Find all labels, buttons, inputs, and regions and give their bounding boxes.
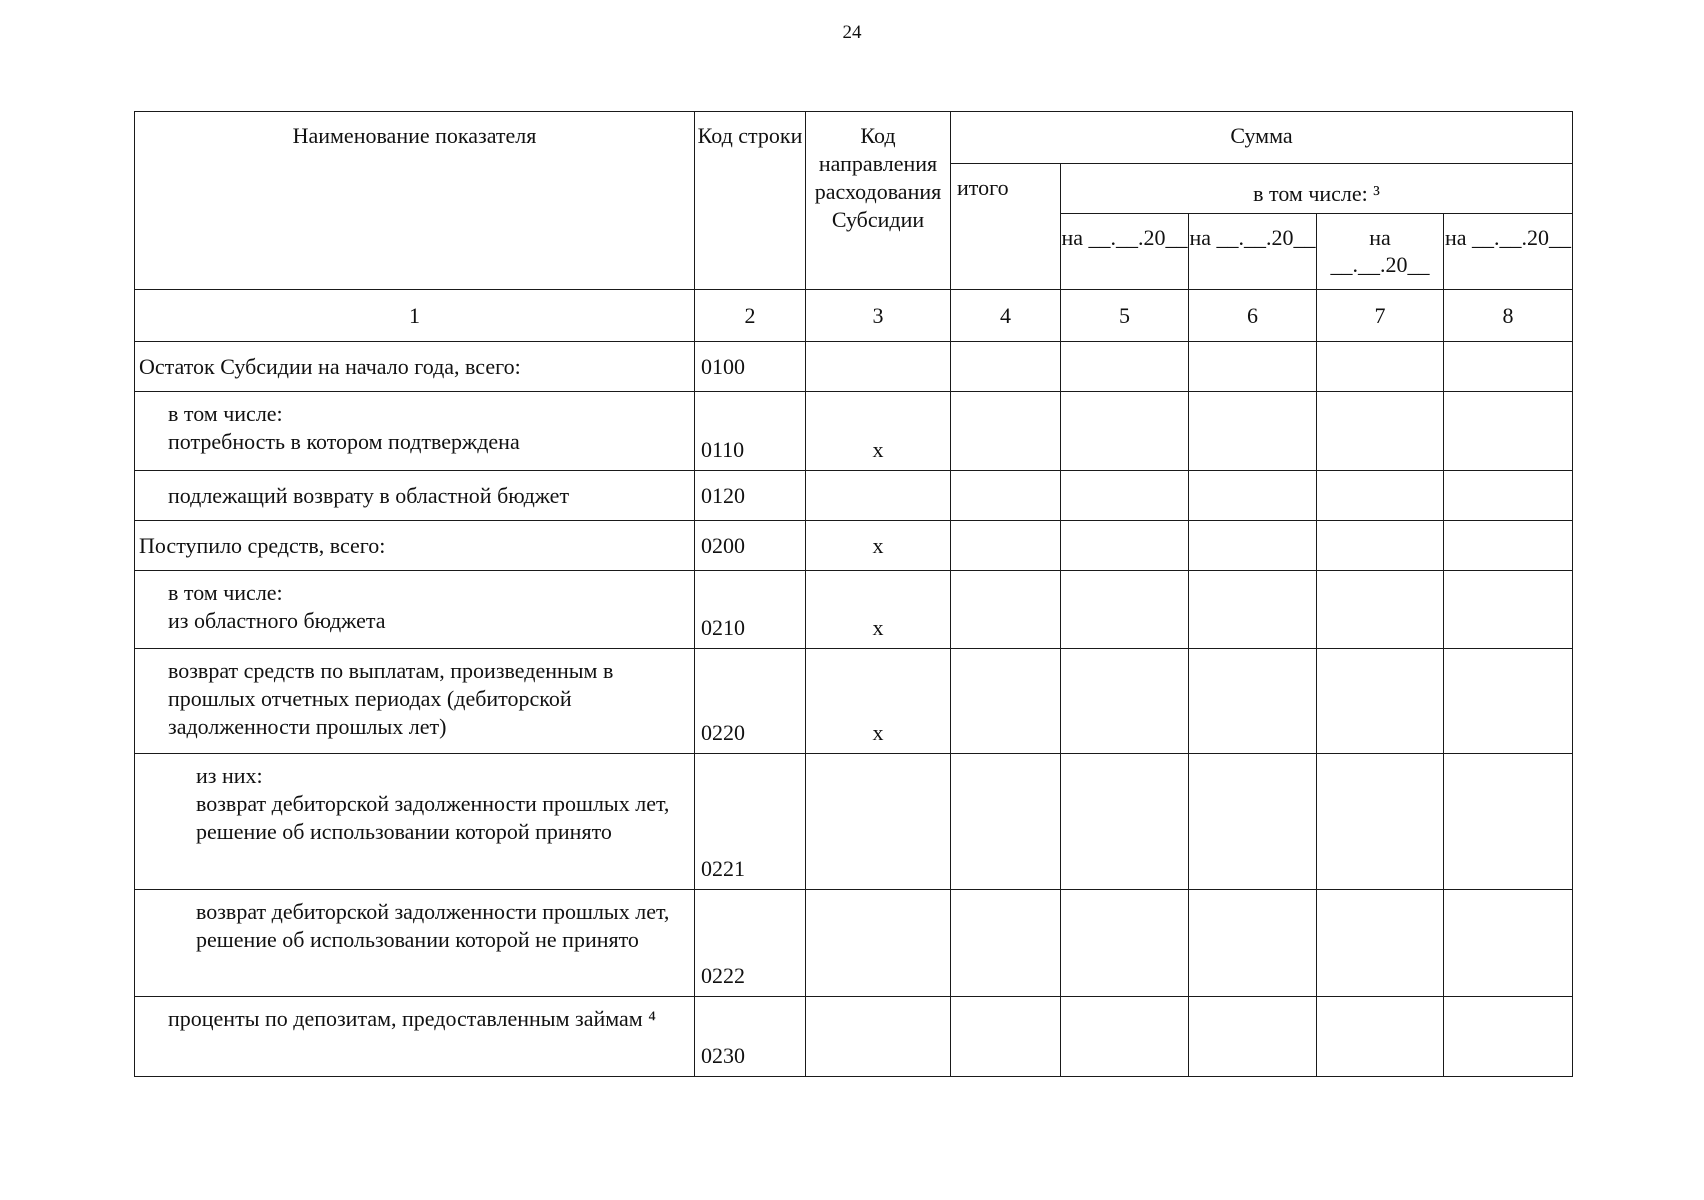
row-code: 0120 [695, 471, 806, 521]
value-cell [1061, 392, 1189, 471]
value-cell [1061, 571, 1189, 649]
subsidy-report-table [134, 111, 1573, 1077]
value-cell [951, 649, 1061, 754]
value-cell [951, 754, 1061, 890]
table-row [135, 471, 1573, 521]
value-cell [1444, 997, 1573, 1077]
value-cell [1061, 342, 1189, 392]
row-direction-code [806, 997, 951, 1077]
value-cell [1317, 521, 1444, 571]
row-direction-code: x [806, 521, 951, 571]
value-cell [1189, 649, 1317, 754]
header-period-3: на __.__.20__ [1317, 214, 1444, 290]
row-direction-code: x [806, 649, 951, 754]
column-number: 2 [695, 290, 806, 342]
row-code: 0222 [695, 890, 806, 997]
row-code: 0100 [695, 342, 806, 392]
value-cell [1444, 392, 1573, 471]
value-cell [951, 890, 1061, 997]
column-number: 3 [806, 290, 951, 342]
value-cell [1189, 521, 1317, 571]
value-cell [1189, 754, 1317, 890]
value-cell [951, 571, 1061, 649]
table-row [135, 649, 1573, 754]
row-code: 0221 [695, 754, 806, 890]
column-number-row [135, 290, 1573, 342]
value-cell [1189, 997, 1317, 1077]
row-direction-code [806, 890, 951, 997]
value-cell [1189, 890, 1317, 997]
row-direction-code [806, 342, 951, 392]
table-row [135, 997, 1573, 1077]
row-indicator-name: подлежащий возврату в областной бюджет [135, 471, 695, 521]
header-row-code: Код строки [695, 112, 806, 290]
value-cell [1061, 997, 1189, 1077]
value-cell [1444, 649, 1573, 754]
row-direction-code: x [806, 392, 951, 471]
row-indicator-name: в том числе: потребность в котором подтверждена [135, 392, 695, 471]
value-cell [951, 997, 1061, 1077]
value-cell [1189, 471, 1317, 521]
column-number: 7 [1317, 290, 1444, 342]
header-period-2: на __.__.20__ [1189, 214, 1317, 290]
value-cell [951, 471, 1061, 521]
value-cell [1317, 392, 1444, 471]
table-row [135, 392, 1573, 471]
value-cell [1444, 471, 1573, 521]
header-period-1: на __.__.20__ [1061, 214, 1189, 290]
value-cell [1444, 342, 1573, 392]
value-cell [1317, 997, 1444, 1077]
row-indicator-name: возврат дебиторской задолженности прошлых лет, решение об использовании которой не принято [135, 890, 695, 997]
value-cell [1317, 571, 1444, 649]
row-indicator-name: Остаток Субсидии на начало года, всего: [135, 342, 695, 392]
header-direction-code: Код направления расходования Субсидии [806, 112, 951, 290]
table-row [135, 754, 1573, 890]
value-cell [951, 342, 1061, 392]
column-number: 1 [135, 290, 695, 342]
value-cell [1444, 754, 1573, 890]
row-code: 0220 [695, 649, 806, 754]
table-row [135, 342, 1573, 392]
header-indicator-name: Наименование показателя [135, 112, 695, 290]
row-indicator-name: возврат средств по выплатам, произведенным в прошлых отчетных периодах (дебиторской задолженности прошлых лет) [135, 649, 695, 754]
row-code: 0230 [695, 997, 806, 1077]
value-cell [1189, 392, 1317, 471]
value-cell [1189, 342, 1317, 392]
value-cell [1444, 571, 1573, 649]
value-cell [1317, 471, 1444, 521]
header-including: в том числе: ³ [1061, 164, 1573, 214]
column-number: 8 [1444, 290, 1573, 342]
row-indicator-name: проценты по депозитам, предоставленным займам ⁴ [135, 997, 695, 1077]
table-row [135, 890, 1573, 997]
row-indicator-name: Поступило средств, всего: [135, 521, 695, 571]
row-code: 0110 [695, 392, 806, 471]
row-indicator-name: из них: возврат дебиторской задолженности прошлых лет, решение об использовании которой принято [135, 754, 695, 890]
value-cell [1061, 521, 1189, 571]
row-code: 0210 [695, 571, 806, 649]
column-number: 5 [1061, 290, 1189, 342]
value-cell [1317, 649, 1444, 754]
value-cell [1061, 649, 1189, 754]
value-cell [1061, 754, 1189, 890]
header-sum: Сумма [951, 112, 1573, 164]
value-cell [1189, 571, 1317, 649]
header-total: итого [951, 164, 1061, 290]
header-period-4: на __.__.20__ [1444, 214, 1573, 290]
row-direction-code [806, 754, 951, 890]
value-cell [1317, 890, 1444, 997]
row-code: 0200 [695, 521, 806, 571]
row-direction-code: x [806, 571, 951, 649]
value-cell [951, 392, 1061, 471]
row-direction-code [806, 471, 951, 521]
table-row [135, 571, 1573, 649]
page-number: 24 [842, 22, 862, 43]
header-row-1 [135, 112, 1573, 164]
value-cell [951, 521, 1061, 571]
value-cell [1444, 890, 1573, 997]
column-number: 4 [951, 290, 1061, 342]
table-row [135, 521, 1573, 571]
value-cell [1317, 754, 1444, 890]
value-cell [1444, 521, 1573, 571]
value-cell [1317, 342, 1444, 392]
row-indicator-name: в том числе: из областного бюджета [135, 571, 695, 649]
value-cell [1061, 471, 1189, 521]
column-number: 6 [1189, 290, 1317, 342]
value-cell [1061, 890, 1189, 997]
